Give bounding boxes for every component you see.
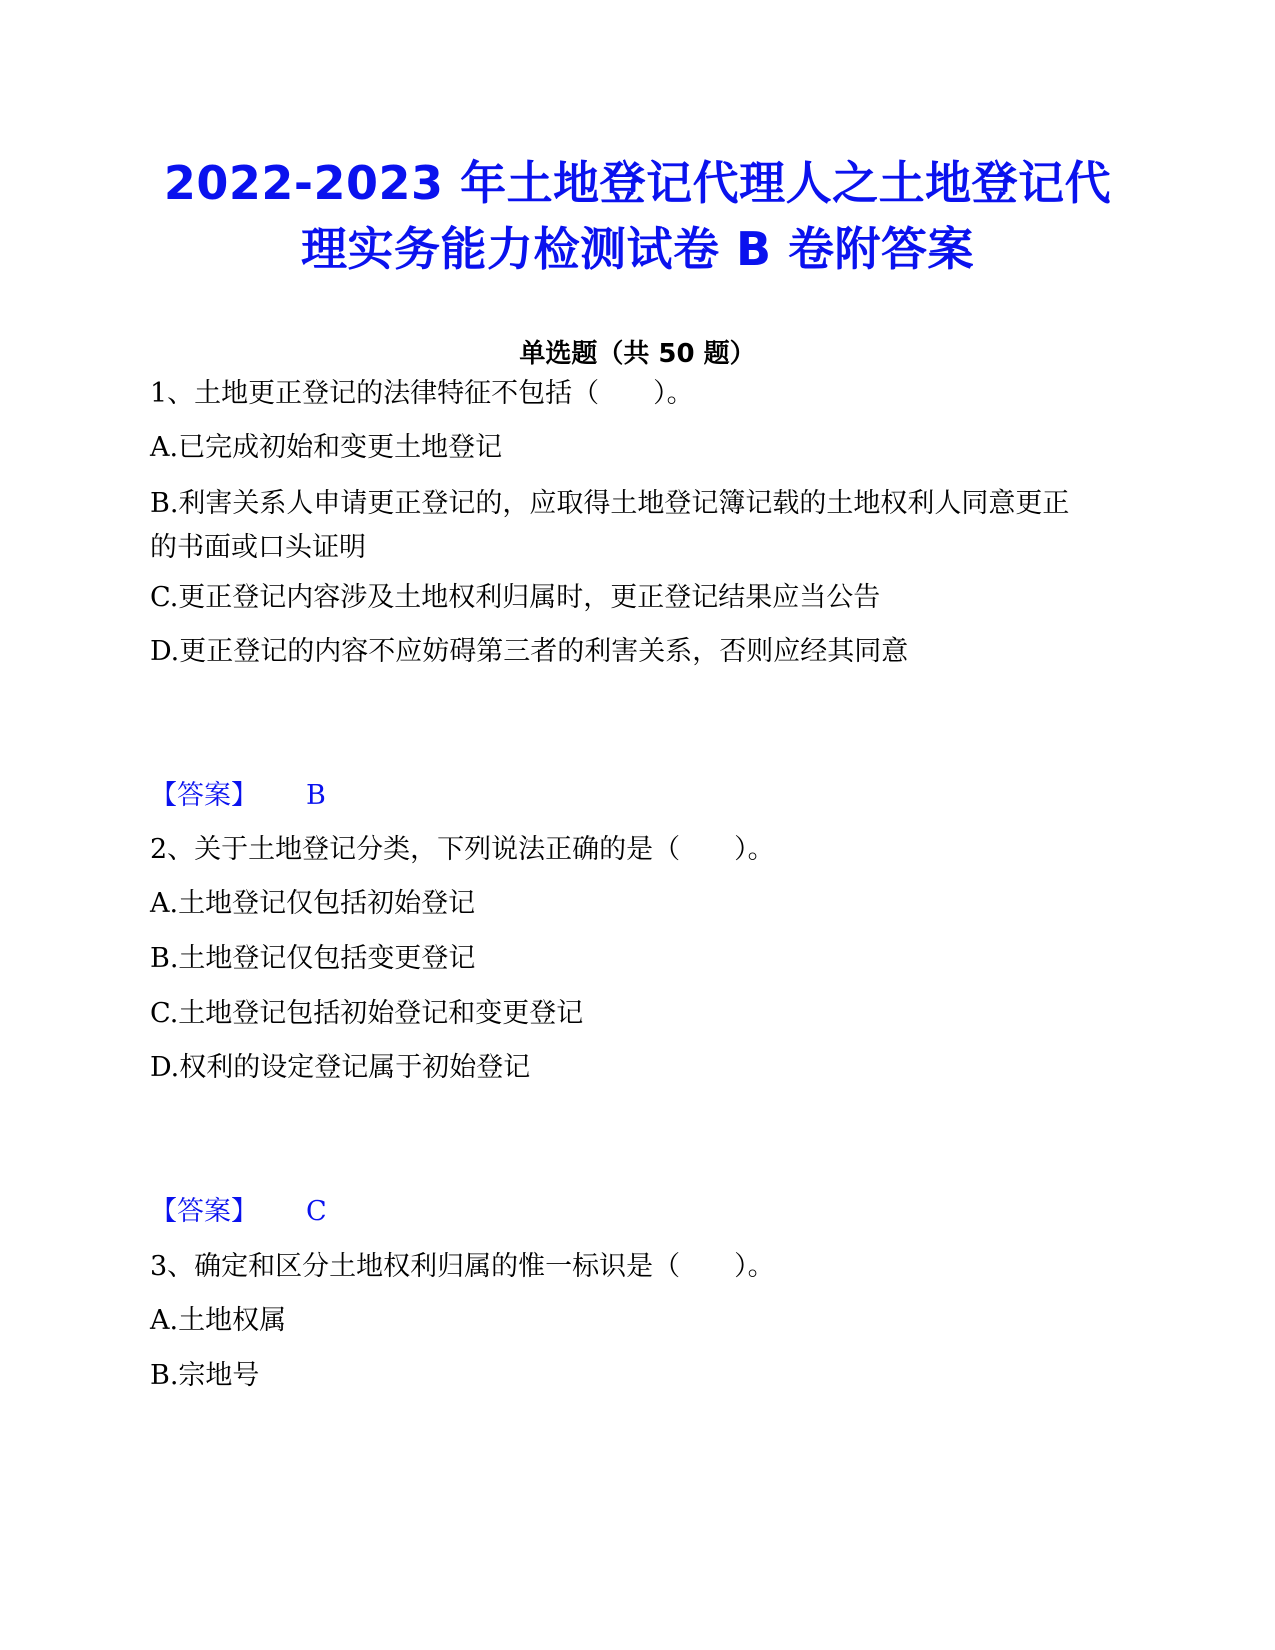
- question-2-option-d: D.权利的设定登记属于初始登记: [150, 1052, 531, 1083]
- question-1-option-d: D.更正登记的内容不应妨碍第三者的利害关系，否则应经其同意: [150, 636, 909, 667]
- question-2-option-a: A.土地登记仅包括初始登记: [150, 888, 476, 919]
- title-line-2: 理实务能力检测试卷 B 卷附答案: [300, 222, 975, 276]
- question-2-stem: 2、关于土地登记分类，下列说法正确的是（ ）。: [150, 834, 775, 865]
- question-1-stem: 1、土地更正登记的法律特征不包括（ ）。: [150, 378, 694, 409]
- question-3-option-a: A.土地权属: [150, 1305, 287, 1336]
- title-line-1: 2022-2023 年土地登记代理人之土地登记代: [163, 156, 1112, 210]
- question-3-stem: 3、确定和区分土地权利归属的惟一标识是（ ）。: [150, 1251, 775, 1282]
- answer-label: 【答案】: [150, 780, 258, 811]
- document-title: [140, 150, 1135, 282]
- answer-value: C: [306, 1196, 327, 1227]
- question-2-option-c: C.土地登记包括初始登记和变更登记: [150, 998, 584, 1029]
- question-1-option-c: C.更正登记内容涉及土地权利归属时，更正登记结果应当公告: [150, 582, 881, 613]
- answer-label: 【答案】: [150, 1196, 258, 1227]
- question-2-answer: [150, 1190, 327, 1234]
- section-heading: 单选题（共 50 题）: [519, 339, 756, 369]
- question-3-option-b: B.宗地号: [150, 1360, 260, 1391]
- question-1-answer: [150, 774, 326, 818]
- question-1-option-a: A.已完成初始和变更土地登记: [150, 432, 503, 463]
- question-2-option-b: B.土地登记仅包括变更登记: [150, 943, 476, 974]
- question-1-option-b: B.利害关系人申请更正登记的，应取得土地登记簿记载的土地权利人同意更正的书面或口头证明: [150, 488, 1070, 563]
- answer-value: B: [306, 780, 326, 811]
